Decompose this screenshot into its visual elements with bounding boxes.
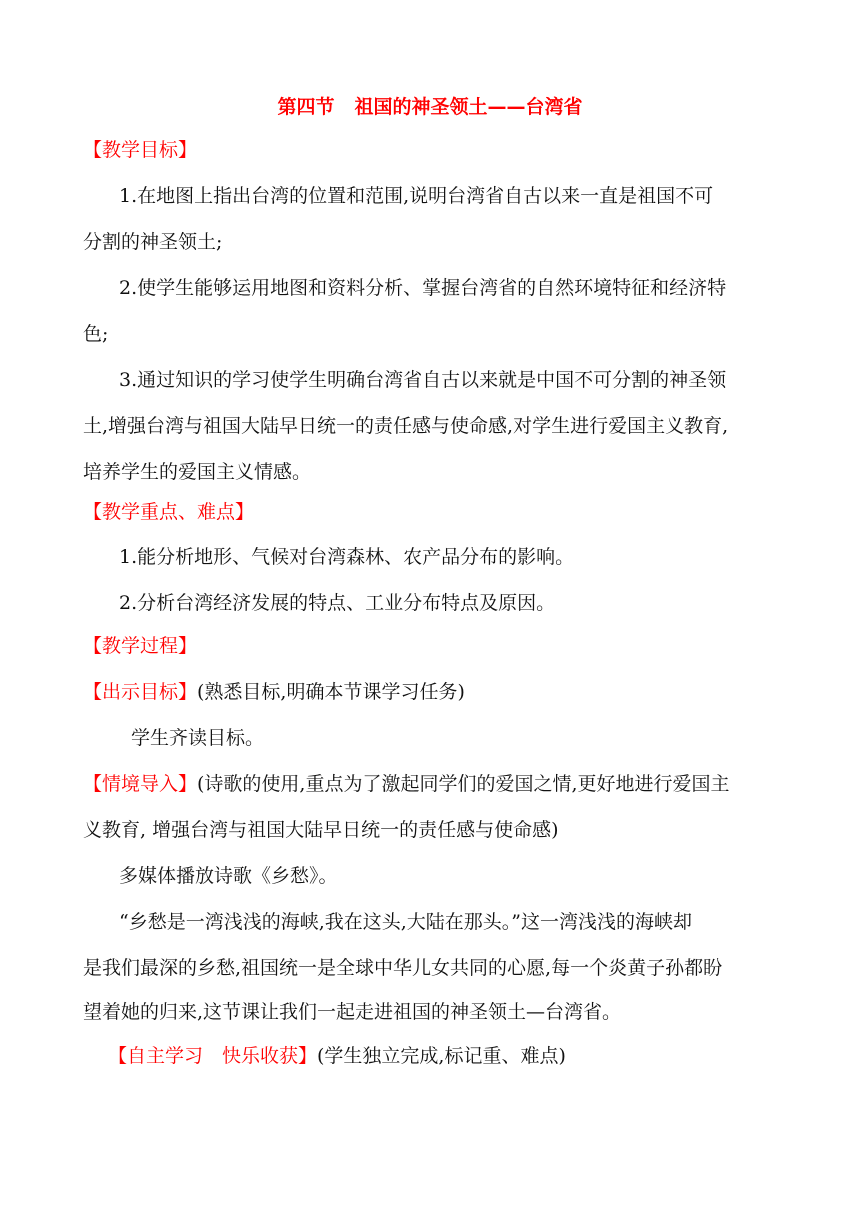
intro-paragraph-2-line-3: 望着她的归来,这节课让我们一起走进祖国的神圣领土—台湾省。	[83, 1001, 622, 1023]
title-main: 祖国的神圣领土——台湾省	[354, 96, 583, 118]
heading-key-points: 【教学重点、难点】	[83, 501, 255, 523]
key-point-1: 1.能分析地形、气候对台湾森林、农产品分布的影响。	[119, 546, 575, 568]
objective-3-line-1: 3.通过知识的学习使学生明确台湾省自古以来就是中国不可分割的神圣领	[119, 369, 727, 391]
intro-paragraph-1: 多媒体播放诗歌《乡愁》。	[119, 865, 338, 887]
show-goals-body: 学生齐读目标。	[131, 727, 265, 749]
self-study-note: (学生独立完成,标记重、难点)	[317, 1045, 566, 1067]
show-goals-note: (熟悉目标,明确本节课学习任务)	[197, 681, 465, 703]
page-title	[0, 92, 860, 119]
heading-objectives: 【教学目标】	[83, 139, 198, 161]
heading-self-study: 【自主学习 快乐收获】	[108, 1045, 318, 1067]
intro-row	[83, 772, 730, 796]
objective-3-line-2: 土,增强台湾与祖国大陆早日统一的责任感与使命感,对学生进行爱国主义教育,	[83, 415, 729, 437]
intro-paragraph-2-line-2: 是我们最深的乡愁,祖国统一是全球中华儿女共同的心愿,每一个炎黄子孙都盼	[83, 957, 723, 979]
intro-paragraph-2-line-1: “乡愁是一湾浅浅的海峡,我在这头,大陆在那头。”这一湾浅浅的海峡却	[119, 911, 693, 933]
objective-2-line-1: 2.使学生能够运用地图和资料分析、掌握台湾省的自然环境特征和经济特	[119, 277, 727, 299]
objective-1-line-1: 1.在地图上指出台湾的位置和范围,说明台湾省自古以来一直是祖国不可	[119, 185, 714, 207]
heading-intro: 【情境导入】	[83, 773, 198, 795]
heading-show-goals: 【出示目标】	[83, 681, 198, 703]
title-section: 第四节	[277, 96, 335, 118]
show-goals-row	[83, 680, 465, 704]
heading-process: 【教学过程】	[83, 635, 198, 657]
key-point-2: 2.分析台湾经济发展的特点、工业分布特点及原因。	[119, 592, 556, 614]
objective-1-line-2: 分割的神圣领土;	[83, 231, 223, 253]
intro-note-line-1: (诗歌的使用,重点为了激起同学们的爱国之情,更好地进行爱国主	[197, 773, 730, 795]
objective-2-line-2: 色;	[83, 323, 109, 345]
self-study-row	[108, 1044, 566, 1068]
objective-3-line-3: 培养学生的爱国主义情感。	[83, 461, 312, 483]
intro-note-line-2: 义教育, 增强台湾与祖国大陆早日统一的责任感与使命感)	[83, 819, 559, 841]
